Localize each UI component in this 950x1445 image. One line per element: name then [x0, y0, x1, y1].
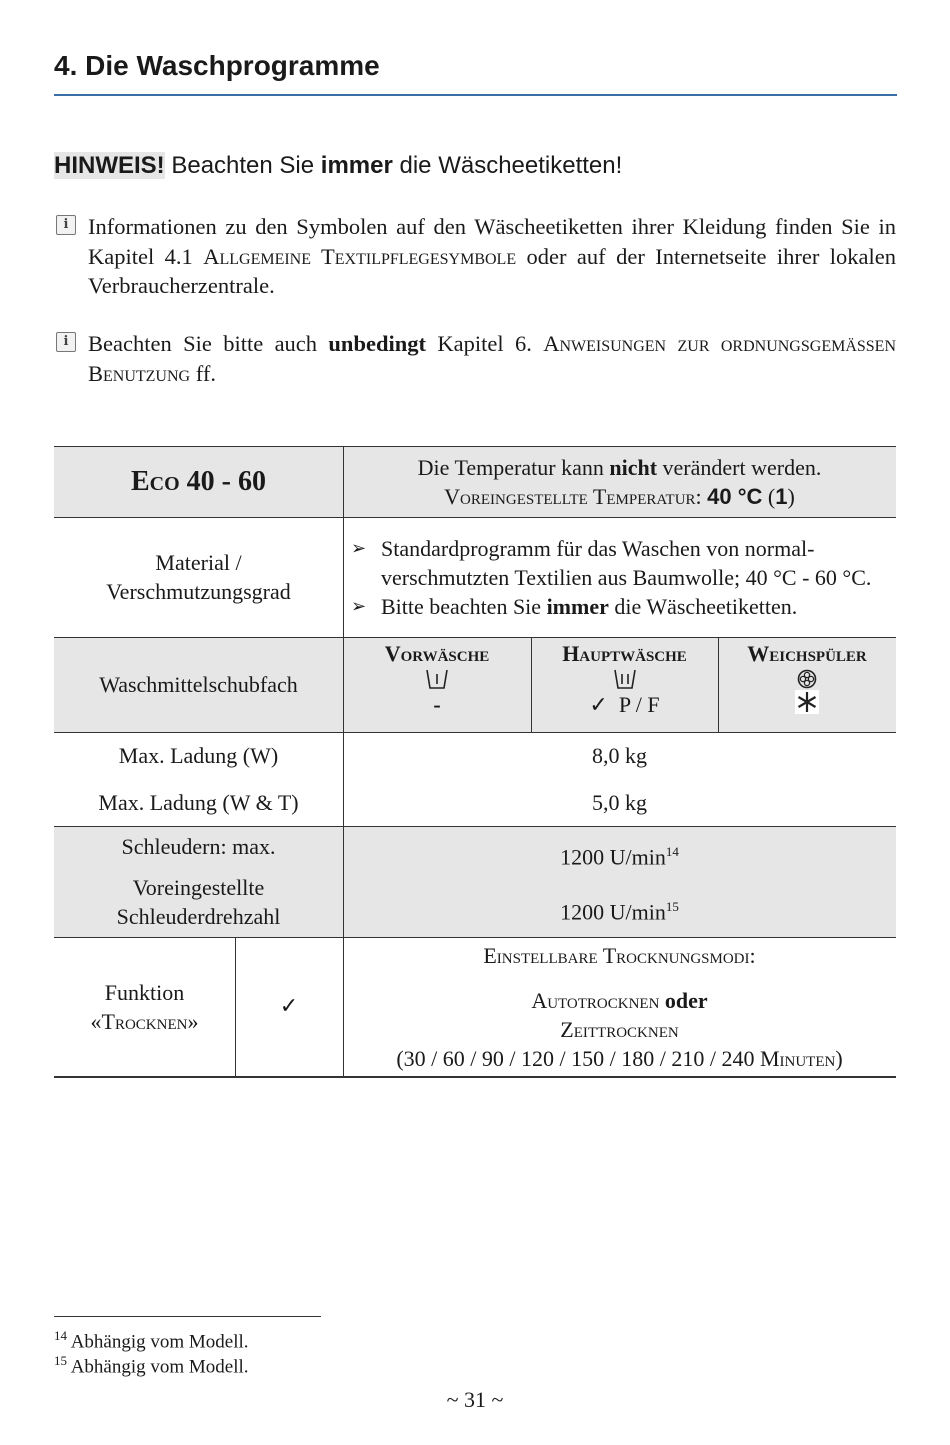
mainwash-label: Hauptwäsche: [562, 641, 687, 666]
load-label-cell: [54, 732, 343, 826]
check-icon: ✓: [589, 692, 608, 717]
softener-label: Weichspüler: [747, 641, 867, 666]
max-load-wash-dry-label: Max. Ladung (W & T): [98, 790, 299, 815]
info1-text-2: oder auf der Internetseite ihrer lokalen Verbraucherzentrale.: [88, 243, 896, 298]
program-name-cell: [54, 446, 343, 517]
table-rule: [54, 1076, 896, 1078]
spin-max-label: Schleudern: max.: [121, 834, 276, 859]
table-rule: [54, 826, 896, 827]
title-underline: [54, 94, 897, 96]
info-icon: i: [56, 215, 76, 235]
mainwash-value: ✓ P / F: [589, 692, 660, 717]
program-header-row: [54, 446, 896, 517]
mainwash-cell: [531, 637, 718, 732]
drying-mode-auto: Autotrocknen oder: [531, 987, 708, 1013]
spin-value-cell: [343, 826, 896, 937]
prewash-compartment-icon: [425, 668, 449, 690]
spin-preset-value: 1200 $U/\min^{15}$: [560, 899, 679, 925]
load-value-cell: [343, 732, 896, 826]
page-title: 4. Die Waschprogramme: [54, 50, 380, 81]
material-description-cell: [343, 517, 896, 637]
table-column-divider: [531, 637, 532, 732]
drawer-label-cell: [54, 637, 343, 732]
mainwash-compartment-icon: [613, 668, 637, 690]
softener-flower-icon: [796, 668, 818, 690]
preset-temperature: Voreingestellte Temperatur: 40 °C (1): [444, 483, 795, 509]
drying-modes-title: Einstellbare Trocknungsmodi:: [483, 942, 756, 968]
material-label: Material / Verschmutzungsgrad: [106, 550, 291, 604]
drying-times: (30 / 60 / 90 / 120 / 150 / 180 / 210 / 240 Minuten): [396, 1045, 843, 1071]
footnote: $^{15}$ Abhängig vom Modell.: [54, 1353, 249, 1378]
max-load-wash-value: 8,0 kg: [592, 743, 647, 768]
prewash-label: Vorwäsche: [384, 641, 490, 666]
spin-label-cell: [54, 826, 343, 937]
table-rule: [54, 517, 896, 518]
detergent-drawer-row: [54, 637, 896, 732]
table-rule: [54, 446, 896, 447]
notice: [54, 152, 622, 180]
info-paragraph-1: [88, 212, 896, 301]
info2-text-3: ff.: [190, 360, 216, 386]
notice-emphasis: immer: [320, 152, 393, 179]
info2-bold: unbedingt: [328, 331, 426, 356]
drawer-label: Waschmittelschubfach: [99, 672, 298, 697]
drying-check-cell: [235, 937, 343, 1076]
temperature-cell: [343, 446, 896, 517]
table-rule: [54, 937, 896, 938]
drying-label-line-1: Funktion: [104, 979, 185, 1005]
drying-row: [54, 937, 896, 1076]
notice-text-2: die Wäscheetiketten!: [392, 152, 623, 179]
material-bullet-1: ➢ Standardprogramm für das Waschen von normal-verschmutzten Textilien aus Baumwolle; 40 °C - 60 °C.: [351, 535, 872, 590]
drying-label-line-2: «Trocknen»: [90, 1008, 199, 1034]
drying-modes-cell: [343, 937, 896, 1076]
softener-asterisk-icon: [795, 690, 819, 714]
table-column-divider: [718, 637, 719, 732]
softener-cell: [718, 637, 896, 732]
info-paragraph-2: [88, 329, 896, 388]
table-column-divider: [235, 937, 236, 1076]
material-bullet-2: ➢ Bitte beachten Sie immer die Wäscheetiketten.: [351, 593, 798, 619]
arrow-bullet-icon: ➢: [351, 537, 367, 559]
max-load-wash-label: Max. Ladung (W): [118, 743, 279, 768]
table-rule: [54, 732, 896, 733]
info2-chapter-ref: Anweisungen zur ordnungsgemäßen Benutzung: [88, 331, 896, 386]
info1-text-1: Informationen zu den Symbolen auf den Wäscheetiketten ihrer Kleidung finden Sie in Kapitel 4.1: [88, 214, 896, 269]
table-rule: [54, 637, 896, 638]
load-row: [54, 732, 896, 826]
spin-max-value: 1200 $U/\min^{14}$: [560, 843, 679, 869]
drying-mode-time: Zeittrocknen: [560, 1016, 679, 1042]
max-load-wash-dry-value: 5,0 kg: [592, 790, 647, 815]
spin-row: [54, 826, 896, 937]
notice-label: HINWEIS!: [54, 152, 165, 179]
table-column-divider: [343, 446, 344, 1076]
info1-chapter-ref: Allgemeine Textilpflegesymbole: [203, 243, 517, 269]
footnote-rule: [54, 1316, 321, 1317]
program-name: Eco 40 - 60: [131, 466, 266, 497]
page-number: ~ 31 ~: [446, 1387, 504, 1412]
material-row: [54, 517, 896, 637]
notice-text-1: Beachten Sie: [164, 152, 321, 179]
drying-label-cell: [54, 937, 235, 1076]
spin-preset-label: Voreingestellte Schleuderdrehzahl: [116, 875, 281, 929]
prewash-cell: [343, 637, 531, 732]
material-label-cell: [54, 517, 343, 637]
info-icon: i: [56, 332, 76, 352]
footnote: $^{14}$ Abhängig vom Modell.: [54, 1328, 249, 1353]
info2-text-1: Beachten Sie bitte auch: [88, 331, 329, 356]
temperature-note: Die Temperatur kann nicht verändert werden.: [417, 454, 822, 480]
info2-text-2: Kapitel 6.: [425, 331, 544, 356]
check-icon: ✓: [279, 994, 299, 1019]
arrow-bullet-icon: ➢: [351, 595, 367, 617]
prewash-value: -: [433, 692, 441, 717]
